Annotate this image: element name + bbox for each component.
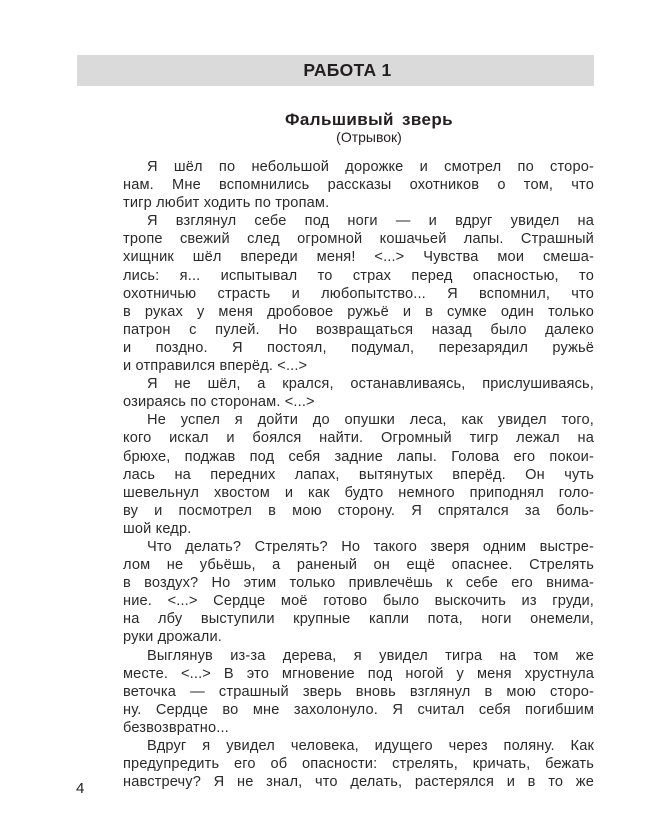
text-line: лом не убьёшь, а раненый он ещё опаснее. Стрелять: [123, 557, 594, 574]
story-text-body: [123, 158, 594, 791]
text-line: в воздух? Но этим только привлечёшь к себе его внима-: [123, 575, 594, 592]
text-line: Что делать? Стрелять? Но такого зверя одним выстре-: [147, 538, 594, 555]
story-title: Фальшивый зверь: [285, 110, 453, 129]
text-line: Я не шёл, а крался, останавливаясь, прислушиваясь,: [147, 376, 594, 393]
text-line: Я взглянул себе под ноги — и вдруг увидел на: [147, 213, 594, 230]
text-line: нам. Мне вспомнились рассказы охотников о том, что: [123, 177, 594, 194]
page-number: 4: [76, 780, 85, 797]
text-line: ву и посмотрел в мою сторону. Я спрятался за боль-: [123, 502, 594, 519]
text-line: Я шёл по небольшой дорожке и смотрел по сторо-: [147, 159, 594, 175]
text-line: и поздно. Я постоял, подумал, перезарядил ружьё: [123, 339, 594, 356]
text-line: патрон с пулей. Но возвращаться назад было далеко: [123, 321, 594, 338]
section-title: РАБОТА 1: [303, 60, 392, 80]
text-line: предупредить его об опасности: стрелять, кричать, бежать: [123, 756, 594, 773]
text-line: лись: я... испытывал то страх перед опасностью, то: [123, 267, 594, 284]
text-line: лась на передних лапах, вытянутых вперёд. Он чуть: [123, 466, 594, 483]
text-line: ние. <...> Сердце моё готово было выскочить из груди,: [123, 593, 594, 610]
text-line: месте. <...> В это мгновение под ногой у меня хрустнула: [123, 665, 594, 682]
text-line: хищник шёл впереди меня! <...> Чувства мои смеша-: [123, 249, 594, 266]
text-line: и отправился вперёд. <...>: [123, 358, 308, 375]
text-line: на лбу выступили крупные капли пота, ноги онемели,: [123, 611, 594, 628]
text-line: шевельнул хвостом и как будто немного приподнял голо-: [123, 484, 594, 501]
text-line: Не успел я дойти до опушки леса, как увидел того,: [147, 412, 594, 429]
text-line: безвозвратно...: [123, 719, 229, 736]
text-line: в руках у меня дробовое ружьё и в сумке один только: [123, 303, 594, 320]
text-line: брюхе, поджав под себя задние лапы. Голова его покои-: [123, 448, 594, 465]
story-subtitle: (Отрывок): [336, 129, 402, 145]
text-line: Вдруг я увидел человека, идущего через поляну. Как: [147, 738, 594, 754]
text-line: шой кедр.: [123, 520, 192, 537]
text-line: кого искал и боялся найти. Огромный тигр лежал на: [123, 430, 594, 447]
text-line: озираясь по сторонам. <...>: [123, 394, 315, 411]
text-line: Выглянув из-за дерева, я увидел тигра на том же: [147, 647, 594, 664]
text-line: навстречу? Я не знал, что делать, растерялся и в то же: [123, 774, 594, 791]
text-line: тропе свежий след огромной кошачьей лапы. Страшный: [123, 231, 594, 248]
text-line: руки дрожали.: [123, 629, 222, 646]
text-line: ну. Сердце во мне захолонуло. Я считал себя погибшим: [123, 701, 594, 718]
text-line: веточка — страшный зверь вновь взглянул в мою сторо-: [123, 683, 594, 700]
text-line: охотничью страсть и любопытство... Я вспомнил, что: [123, 285, 594, 302]
text-line: тигр любит ходить по тропам.: [123, 195, 330, 212]
